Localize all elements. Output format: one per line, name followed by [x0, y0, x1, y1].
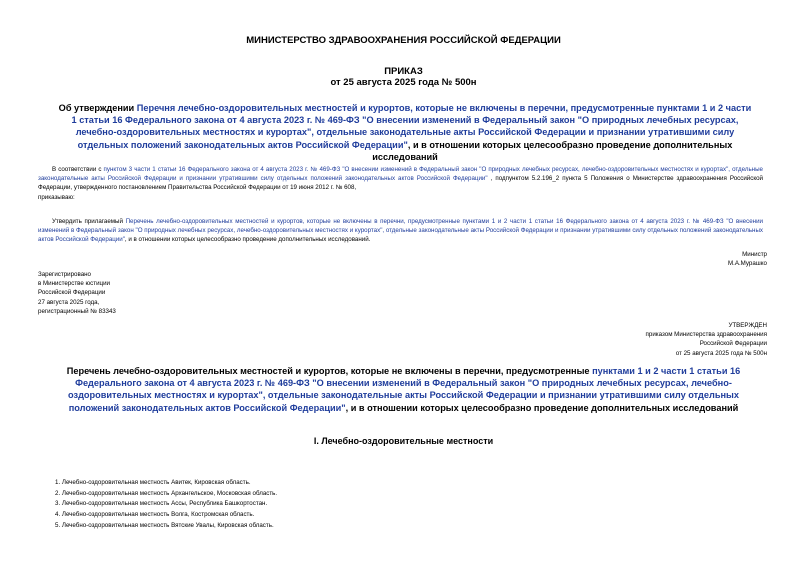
order-date: от 25 августа 2025 года № 500н: [330, 77, 477, 88]
localities-list: [55, 478, 277, 532]
approve-text-start: Утвердить прилагаемый: [52, 218, 126, 225]
ministry-heading: МИНИСТЕРСТВО ЗДРАВООХРАНЕНИЯ РОССИЙСКОЙ ФЕДЕРАЦИИ: [246, 35, 561, 46]
preamble-law-link[interactable]: пунктом 3 части 1 статьи 16 Федерального закона от 4 августа 2023 г. № 469-ФЗ "О внесении изменений в Федеральный закон "О природных лечебных ресурсах, лечебно-оздоровительных местностях и курортах", отдельные законодательные акты Российской Федерации и признании утратившими силу отдельных положений законодательных актов Российской Федерации": [38, 166, 763, 183]
title-suffix: , и в отношении которых целесообразно проведение дополнительных исследований: [372, 139, 733, 162]
preamble-text-end: , подпунктом 5.2.196_2 пункта 5 Положения о Министерстве здравоохранения Российской Федерации, утвержденного постановлением Правительства Российской Федерации от 19 июня 2012 г. № 608,: [38, 175, 763, 192]
registration-block: [38, 270, 116, 316]
list-item: 4. Лечебно-оздоровительная местность Волга, Костромская область.: [55, 511, 255, 519]
title-law-link[interactable]: Перечня лечебно-оздоровительных местностей и курортов, которые не включены в перечни, предусмотренные пунктами 1 и 2 части 1 статьи 16 Федерального закона от 4 августа 2023 г. № 469-ФЗ "О внесении изменений в Федеральный закон "О природных лечебных ресурсах, лечебно-оздоровительных местностях и курортах", отдельные законодательные акты Российской Федерации и признании утратившими силу отдельных положений законодательных актов Российской Федерации": [71, 103, 752, 150]
section-heading: I. Лечебно-оздоровительные местности: [313, 436, 494, 446]
approve-list-link[interactable]: Перечень лечебно-оздоровительных местностей и курортов, которые не включены в перечни, предусмотренные пунктами 1 и 2 части 1 статьи 16 Федерального закона от 4 августа 2023 г. № 469-ФЗ "О внесении изменений в Федеральный закон "О природных лечебных ресурсах, лечебно-оздоровительных местностях и курортах", отдельные законодательные акты Российской Федерации и признании утратившими силу отдельных положений законодательных актов Российской Федерации": [38, 218, 763, 244]
order-type: ПРИКАЗ: [384, 66, 423, 77]
preamble-paragraph: [38, 165, 763, 202]
order-word: приказываю:: [38, 193, 75, 201]
document-title: [55, 102, 755, 163]
list-title: [45, 365, 762, 414]
registration-line: в Министерстве юстиции: [38, 280, 111, 288]
list-title-law-link[interactable]: пунктами 1 и 2 части 1 статьи 16 Федерального закона от 4 августа 2023 г. № 469-ФЗ "О внесении изменений в Федеральный закон "О природных лечебных ресурсах, лечебно-оздоровительных местностях и курортах", отдельные законодательные акты Российской Федерации и признании утратившими силу отдельных положений законодательных актов Российской Федерации": [68, 366, 741, 413]
minister-position: Министр: [742, 251, 767, 258]
approve-text-end: , и в отношении которых целесообразно проведение дополнительных исследований.: [124, 236, 371, 244]
signature-block: [728, 250, 767, 268]
registration-line: Российской Федерации: [38, 289, 106, 297]
approve-paragraph: [38, 217, 763, 245]
minister-name: М.А.Мурашко: [727, 260, 767, 268]
registration-number: регистрационный № 83343: [38, 307, 116, 315]
list-item: 3. Лечебно-оздоровительная местность Ассы, Республика Башкортостан.: [55, 500, 268, 508]
approved-by-order: приказом Министерства здравоохранения: [645, 331, 767, 339]
list-item: 5. Лечебно-оздоровительная местность Вятские Увалы, Кировская область.: [55, 521, 274, 529]
registration-date: 27 августа 2025 года,: [38, 298, 100, 306]
list-title-prefix: Перечень лечебно-оздоровительных местностей и курортов, которые не включены в перечни, предусмотренные: [66, 366, 593, 376]
approved-date: от 25 августа 2025 года № 500н: [675, 349, 767, 357]
title-prefix: Об утверждении: [58, 103, 137, 113]
list-item: 2. Лечебно-оздоровительная местность Архангельское, Московская область.: [55, 489, 278, 497]
approved-by-country: Российской Федерации: [699, 340, 767, 348]
preamble-text-start: В соответствии с: [52, 166, 104, 173]
list-title-suffix: , и в отношении которых целесообразно проведение дополнительных исследований: [345, 402, 739, 413]
approved-stamp-block: [646, 321, 767, 358]
list-item: 1. Лечебно-оздоровительная местность Авитек, Кировская область.: [55, 479, 251, 486]
approved-label: УТВЕРЖДЕН: [728, 322, 767, 329]
registration-line: Зарегистрировано: [38, 271, 91, 278]
